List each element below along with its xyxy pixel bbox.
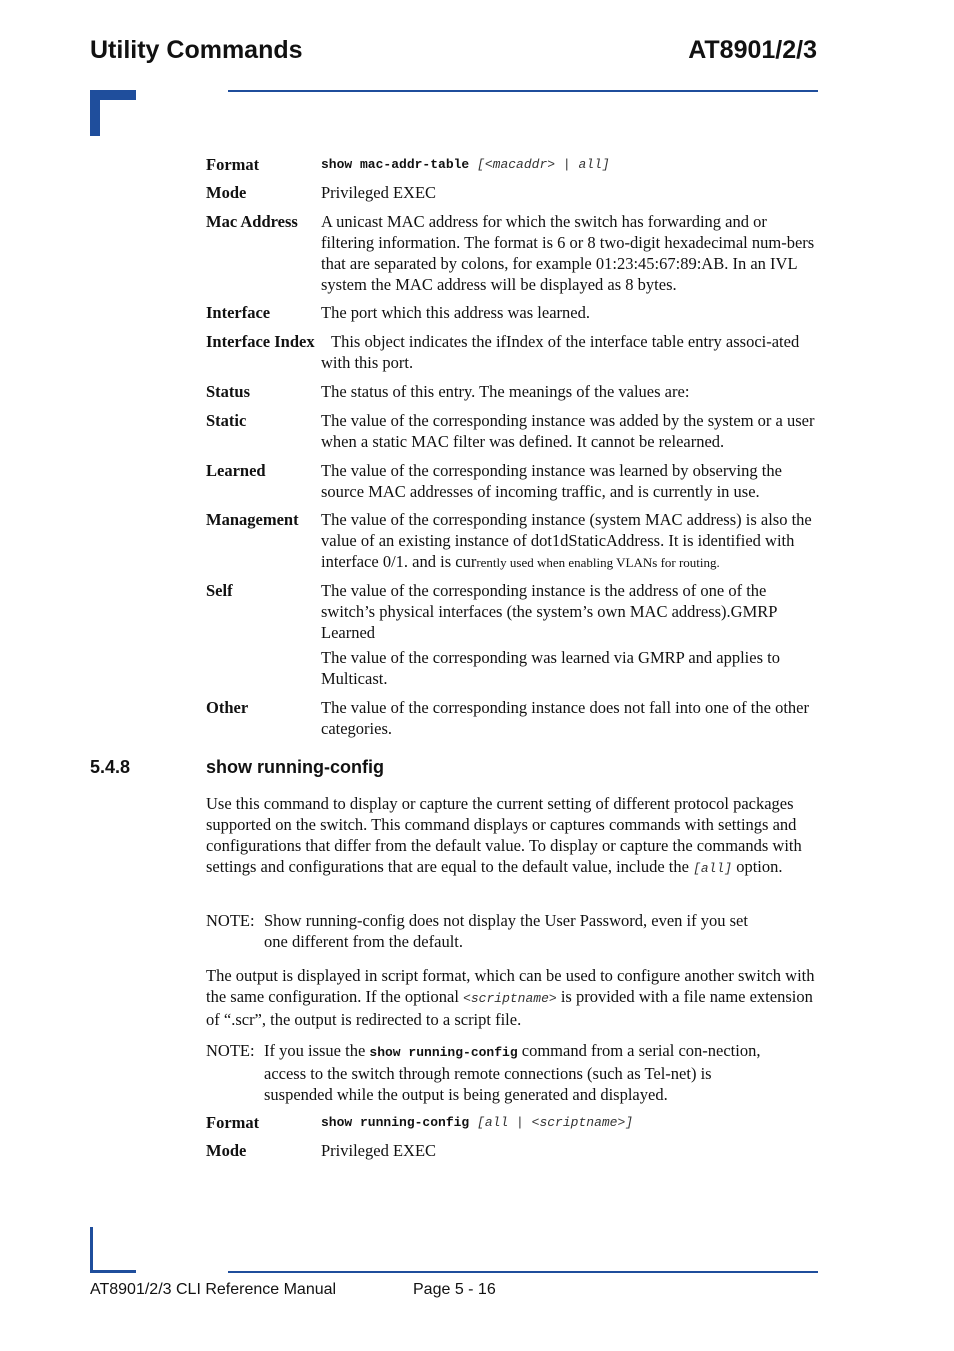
mac-address-term: Mac Address: [206, 212, 298, 231]
mode-term: Mode: [206, 183, 247, 202]
static-term: Static: [206, 411, 247, 430]
intro-code: [all]: [693, 861, 733, 876]
status-entry: [206, 381, 818, 402]
footer-corner-vertical: [90, 1227, 93, 1273]
note-label: NOTE:: [206, 1041, 255, 1060]
learned-definition: The value of the corresponding instance was learned by observing the source MAC addresses of incoming traffic, and is currently in use.: [321, 461, 782, 501]
note-serial: [206, 1040, 766, 1105]
header-rule: [228, 90, 818, 92]
management-entry: [206, 509, 818, 573]
self-entry: [206, 580, 818, 689]
learned-term: Learned: [206, 461, 266, 480]
mac-address-entry: [206, 211, 818, 295]
section-number: 5.4.8: [90, 757, 131, 777]
note-text-end: command from a serial con-nection, access to the switch through remote connections (such as Tel-net) is suspended while the output is being generated and displayed.: [264, 1041, 761, 1104]
static-entry: [206, 410, 818, 452]
output-text-start: The output is displayed in script format, which can be used to configure another switch with the same configuration. If the optional: [206, 966, 815, 1006]
mode-definition: Privileged EXEC: [321, 183, 437, 202]
learned-entry: [206, 460, 818, 502]
note-text: Show running-config does not display the User Password, even if you set one different from the default.: [264, 911, 748, 951]
intro-tail: option.: [736, 857, 783, 876]
management-definition-tail: rently used when enabling VLANs for routing.: [476, 555, 720, 570]
mode-term: Mode: [206, 1141, 247, 1160]
self-definition: The value of the corresponding instance is the address of one of the switch’s physical interfaces (the system’s own MAC address).GMRP Learned: [321, 581, 777, 642]
note-code: show running-config: [369, 1045, 518, 1060]
format-term: Format: [206, 155, 260, 174]
footer-corner-horizontal: [90, 1270, 136, 1273]
mode-entry: [206, 182, 818, 203]
gmrp-learned-definition: The value of the corresponding was learned via GMRP and applies to Multicast.: [321, 648, 780, 688]
mode-entry-2: [206, 1140, 818, 1161]
intro-paragraph: [206, 793, 818, 879]
other-term: Other: [206, 698, 249, 717]
output-code: <scriptname>: [463, 991, 557, 1006]
footer-rule: [228, 1271, 818, 1273]
format-command: show running-config: [321, 1115, 470, 1130]
note-label: NOTE:: [206, 911, 255, 930]
section-title: show running-config: [206, 757, 384, 777]
page-header-title: Utility Commands: [90, 36, 303, 64]
note-password: [206, 910, 766, 952]
format-args: [<macaddr> | all]: [477, 157, 610, 172]
interface-index-term: Interface Index: [206, 332, 315, 351]
interface-index-definition: This object indicates the ifIndex of the interface table entry associ-ated with this port.: [321, 332, 800, 372]
format-entry: [206, 154, 818, 175]
static-definition: The value of the corresponding instance was added by the system or a user when a static MAC filter was defined. It cannot be relearned.: [321, 411, 815, 451]
note-text-start: If you issue the: [264, 1041, 366, 1060]
status-term: Status: [206, 382, 251, 401]
interface-index-entry: [206, 331, 818, 373]
footer-page-number: Page 5 - 16: [413, 1281, 496, 1298]
corner-mark-vertical: [90, 90, 100, 136]
format-args: [all | <scriptname>]: [477, 1115, 634, 1130]
other-entry: [206, 697, 818, 739]
output-text-end: is provided with a file name extension of “.scr”, the output is redirected to a script file.: [206, 987, 813, 1029]
other-definition: The value of the corresponding instance does not fall into one of the other categories.: [321, 698, 809, 738]
output-paragraph: [206, 965, 818, 1030]
status-definition: The status of this entry. The meanings of the values are:: [321, 382, 690, 401]
interface-definition: The port which this address was learned.: [321, 303, 590, 322]
self-term: Self: [206, 581, 233, 600]
mode-definition: Privileged EXEC: [321, 1141, 437, 1160]
management-term: Management: [206, 510, 299, 529]
intro-text: Use this command to display or capture the current setting of different protocol packages supported on the switch. This command displays or captures commands with settings and configurations that differ from the default value. To display or capture the commands with settings and configurations that are equal to the default value, include the: [206, 794, 802, 876]
footer-manual-title: AT8901/2/3 CLI Reference Manual: [90, 1281, 337, 1298]
management-definition: The value of the corresponding instance (system MAC address) is also the value of an existing instance of dot1dStaticAddress. It is identified with interface 0/1. and is cur: [321, 510, 812, 571]
interface-term: Interface: [206, 303, 271, 322]
format-command: show mac-addr-table: [321, 157, 470, 172]
format-entry-2: [206, 1112, 818, 1133]
page-header-product: AT8901/2/3: [688, 36, 817, 64]
interface-entry: [206, 302, 818, 323]
format-term: Format: [206, 1113, 260, 1132]
mac-address-definition: A unicast MAC address for which the switch has forwarding and or filtering information. The format is 6 or 8 two-digit hexadecimal num-bers that are separated by colons, for example 01:23:45:67:89:AB. In an IVL system the MAC address will be displayed as 8 bytes.: [321, 212, 815, 294]
